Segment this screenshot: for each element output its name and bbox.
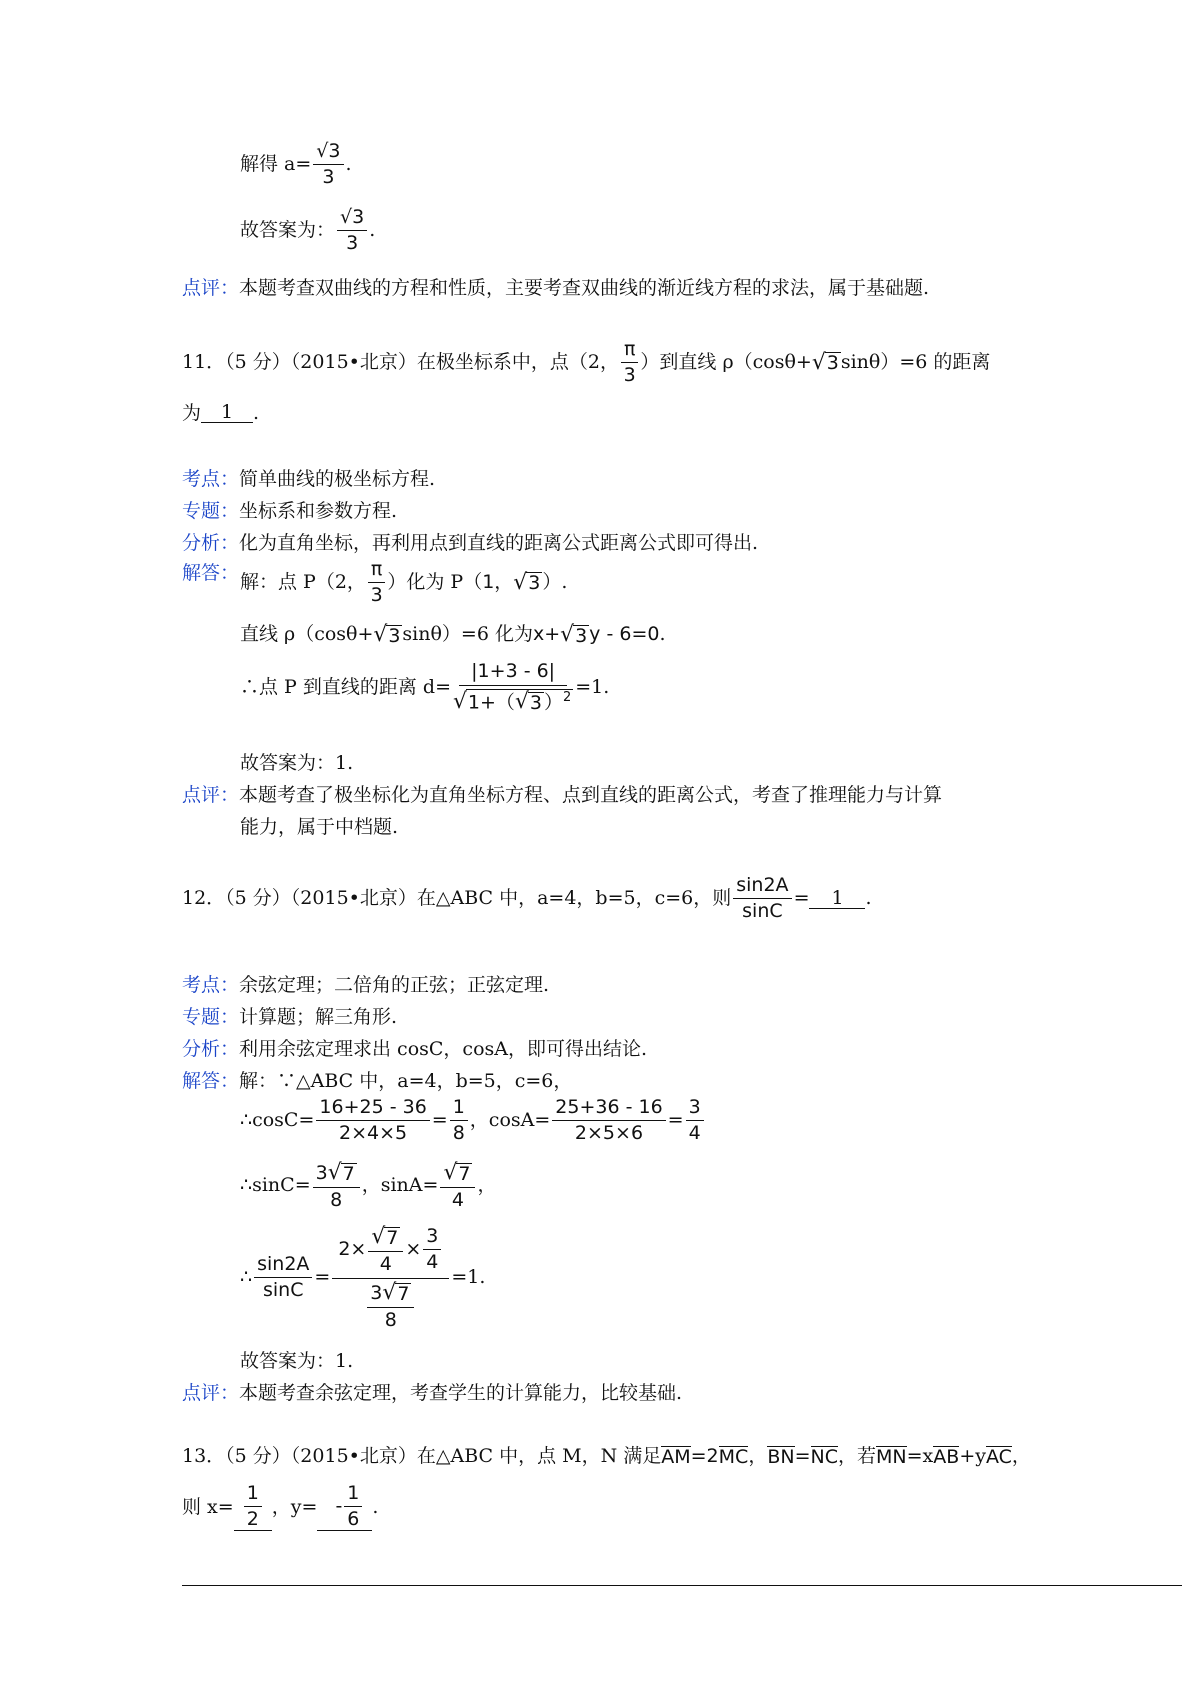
denominator: 4 [426,1251,439,1274]
denominator: 4 [379,1252,392,1275]
text: sinθ）=6 化为 [402,623,533,646]
text: ， [1011,1445,1031,1467]
sqrt-3: √ 3 [811,349,839,375]
point-text: ） [542,571,562,593]
radicand: 7 [386,1226,399,1249]
q11-comment [182,786,942,805]
numerator: √ 7 [440,1162,475,1188]
q12-step2 [240,1098,706,1143]
sqrt7-over-4: √ 7 4 [368,1226,403,1274]
text: ，若 [838,1445,877,1467]
q11-step1 [240,560,567,605]
text: ∴ [240,1266,253,1289]
text: 1+（ [467,691,515,714]
comment-prev [182,279,929,298]
q12-stem [182,876,872,921]
comment-text: 本题考查双曲线的方程和性质，主要考查双曲线的渐近线方程的求法，属于基础题. [239,277,930,299]
q12-comment [182,1384,682,1403]
denominator: 3 [322,166,335,188]
denominator: √ 1+（ √ 3 ）$^2$ [453,689,572,715]
vector-am: AM [661,1446,691,1468]
denominator: 8 [330,1188,343,1211]
3sqrt7-over-8: 3 √ 7 8 [367,1282,414,1330]
text: +y [959,1445,986,1467]
answer-blank: 1 [201,403,253,423]
vector-mc: MC [718,1446,749,1468]
q12-fenxi [182,1040,647,1059]
denominator: 8 [452,1122,465,1144]
q13-answer-line [182,1484,378,1531]
y-blank [317,1484,372,1531]
text: ，sinA= [361,1174,439,1197]
q11-step3 [240,662,609,713]
q12-jieda [182,1072,572,1091]
numerator: √3 [337,208,367,231]
text: 简单曲线的极坐标方程. [239,468,436,490]
text: = [431,1109,448,1131]
text: =x [906,1445,934,1467]
fraction-sin2A-over-sinC [733,876,791,921]
label: 点评： [182,1382,240,1404]
denominator: 2 [246,1508,259,1530]
footer-divider [182,1585,1182,1586]
fraction-3-over-4 [686,1098,704,1143]
text: 解：点 P（2， [240,571,366,593]
text: =2 [690,1445,719,1467]
q12-kaodian [182,976,549,995]
radicand: 3 [528,572,541,595]
compound-fraction [332,1226,449,1330]
text: ∴sinC= [240,1174,311,1197]
period: . [345,153,352,175]
radicand: 3 [575,624,588,647]
text: ） [543,691,563,714]
fraction-1-over-2 [244,1484,262,1529]
coefficient: 3 [370,1281,383,1304]
text: = [667,1109,684,1131]
fraction-sin2A-over-sinC [254,1255,312,1300]
solve-prefix: 解得 a= [240,153,312,175]
vector-nc: NC [810,1446,838,1468]
numerator: π [368,560,385,583]
sqrt-3: √ 3 [513,569,541,595]
numerator: 3 [423,1227,441,1250]
period: . [369,219,376,241]
period: . [659,623,666,646]
text: = [314,1266,331,1289]
stem-text: 为 [182,401,202,424]
denominator: 2×5×6 [574,1122,644,1144]
x-blank [234,1484,272,1531]
denominator [365,1279,416,1330]
q11-fenxi [182,534,758,553]
period: . [253,401,260,424]
denominator: 8 [384,1308,397,1331]
vector-ac: AC [985,1446,1012,1468]
numerator: |1+3 - 6| [459,662,567,686]
text: 坐标系和参数方程. [239,500,398,522]
solve-line [240,142,352,187]
text: 能力，属于中档题. [240,816,399,838]
vector-ab: AB [933,1446,960,1468]
q11-zhuanti [182,502,397,521]
numerator: 1 [450,1098,468,1121]
stem-text: sinθ）=6 的距离 [840,351,991,373]
fraction-1-over-6 [344,1484,362,1529]
label: 解答： [182,1070,240,1092]
numerator: 3 [686,1098,704,1121]
q11-comment-line2 [240,818,398,837]
equation-part: x+ [532,623,561,646]
text: ∴点 P 到直线的距离 d= [240,676,451,699]
fraction-pi-over-3 [368,560,385,605]
numerator: 1 [344,1484,362,1507]
text: ， [477,1174,497,1197]
denominator: sinC [742,900,783,922]
sign: - [335,1495,343,1517]
denominator: 4 [451,1188,464,1211]
text: ，cosA= [469,1109,551,1131]
vector-bn: BN [767,1446,795,1468]
vector-mn: MN [876,1446,907,1468]
text: × [405,1238,422,1261]
numerator: 16+25 - 36 [316,1098,429,1121]
q11-answer [240,754,353,773]
radicand: 3 [388,624,401,647]
sinA-fraction [440,1162,475,1210]
text: ， [748,1445,768,1467]
q13-stem [182,1446,1031,1467]
equation-part: y - 6=0 [589,623,660,646]
numerator: 3 √ 7 [313,1162,360,1188]
text: 解：∵△ABC 中，a=4，b=5，c=6， [239,1070,573,1092]
text: = [793,887,810,909]
exponent: 2 [562,690,572,705]
numerator: sin2A [254,1255,312,1278]
numerator: π [621,340,638,363]
stem-text: 12．（5 分）（2015•北京）在△ABC 中，a=4，b=5，c=6，则 [182,887,732,909]
answer-prefix: 故答案为： [240,219,336,241]
label: 分析： [182,532,240,554]
numerator: sin2A [733,876,791,899]
label: 专题： [182,1006,240,1028]
text: = [794,1445,811,1467]
text: 故答案为：1. [240,752,354,774]
three-over-4 [423,1227,441,1272]
fraction-1-over-8 [450,1098,468,1143]
answer-line-prev [240,208,375,253]
sqrt-3: √ 3 [373,622,401,647]
fraction-pi-over-3 [621,340,638,385]
radicand: 3 [529,692,542,715]
denominator: 3 [623,364,636,386]
text: 本题考查余弦定理，考查学生的计算能力，比较基础. [239,1382,683,1404]
text: 本题考查了极坐标化为直角坐标方程、点到直线的距离公式，考查了推理能力与计算 [239,784,943,806]
q12-step4 [240,1226,485,1330]
denominator: 6 [347,1508,360,1530]
fraction-sqrt3-over-3-b [337,208,367,253]
text: 则 x= [182,1496,234,1518]
sqrt-3: √ 3 [560,622,588,647]
denominator: 3 [370,584,383,606]
q12-zhuanti [182,1008,397,1027]
text: 计算题；解三角形. [239,1006,398,1028]
text: 余弦定理；二倍角的正弦；正弦定理. [239,974,550,996]
text: ）化为 P [387,571,464,593]
distance-fraction [453,662,573,713]
answer-blank: 1 [809,889,865,909]
radicand: 3 [826,352,839,375]
text: ，y= [271,1496,318,1518]
point-text: （1， [463,571,514,593]
period: . [372,1496,379,1518]
label: 专题： [182,500,240,522]
denominator: 4 [688,1122,701,1144]
q12-step3 [240,1162,496,1210]
text: 2× [338,1238,367,1261]
fraction-sqrt3-over-3 [313,142,343,187]
text: 化为直角坐标，再利用点到直线的距离公式距离公式即可得出. [239,532,759,554]
sinC-fraction [313,1162,360,1210]
label: 分析： [182,1038,240,1060]
text: 直线 ρ（cosθ+ [240,623,374,646]
text: =1. [575,676,610,699]
text: =1. [451,1266,486,1289]
stem-text: ）到直线 ρ（cosθ+ [640,351,812,373]
stem-text: 11．（5 分）（2015•北京）在极坐标系中，点（2， [182,351,619,373]
radicand: 7 [458,1162,471,1185]
text: 故答案为：1. [240,1350,354,1372]
q12-answer [240,1352,353,1371]
q11-step2 [240,624,666,646]
numerator [332,1226,449,1279]
text: ∴cosC= [240,1109,315,1131]
denominator: 3 [346,232,359,254]
cosC-fraction [316,1098,429,1143]
coefficient: 3 [315,1162,328,1184]
label: 点评： [182,784,240,806]
text: 利用余弦定理求出 cosC，cosA，即可得出结论. [239,1038,648,1060]
denominator: sinC [263,1279,304,1302]
q11-stem [182,340,990,385]
stem-text: 13．（5 分）（2015•北京）在△ABC 中，点 M，N 满足 [182,1445,662,1467]
q11-jieda-label [182,564,239,583]
period: . [561,571,568,593]
numerator: 1 [244,1484,262,1507]
period: . [865,887,872,909]
radicand: 7 [397,1282,410,1305]
numerator: 25+36 - 16 [552,1098,665,1121]
cosA-fraction [552,1098,665,1143]
q11-stem-line2 [182,403,259,423]
q11-kaodian [182,470,435,489]
label: 解答： [182,562,240,584]
label: 考点： [182,974,240,996]
denominator: 2×4×5 [339,1122,408,1144]
comment-label: 点评： [182,277,240,299]
label: 考点： [182,468,240,490]
radicand: 7 [342,1162,355,1185]
numerator: √3 [313,142,343,165]
